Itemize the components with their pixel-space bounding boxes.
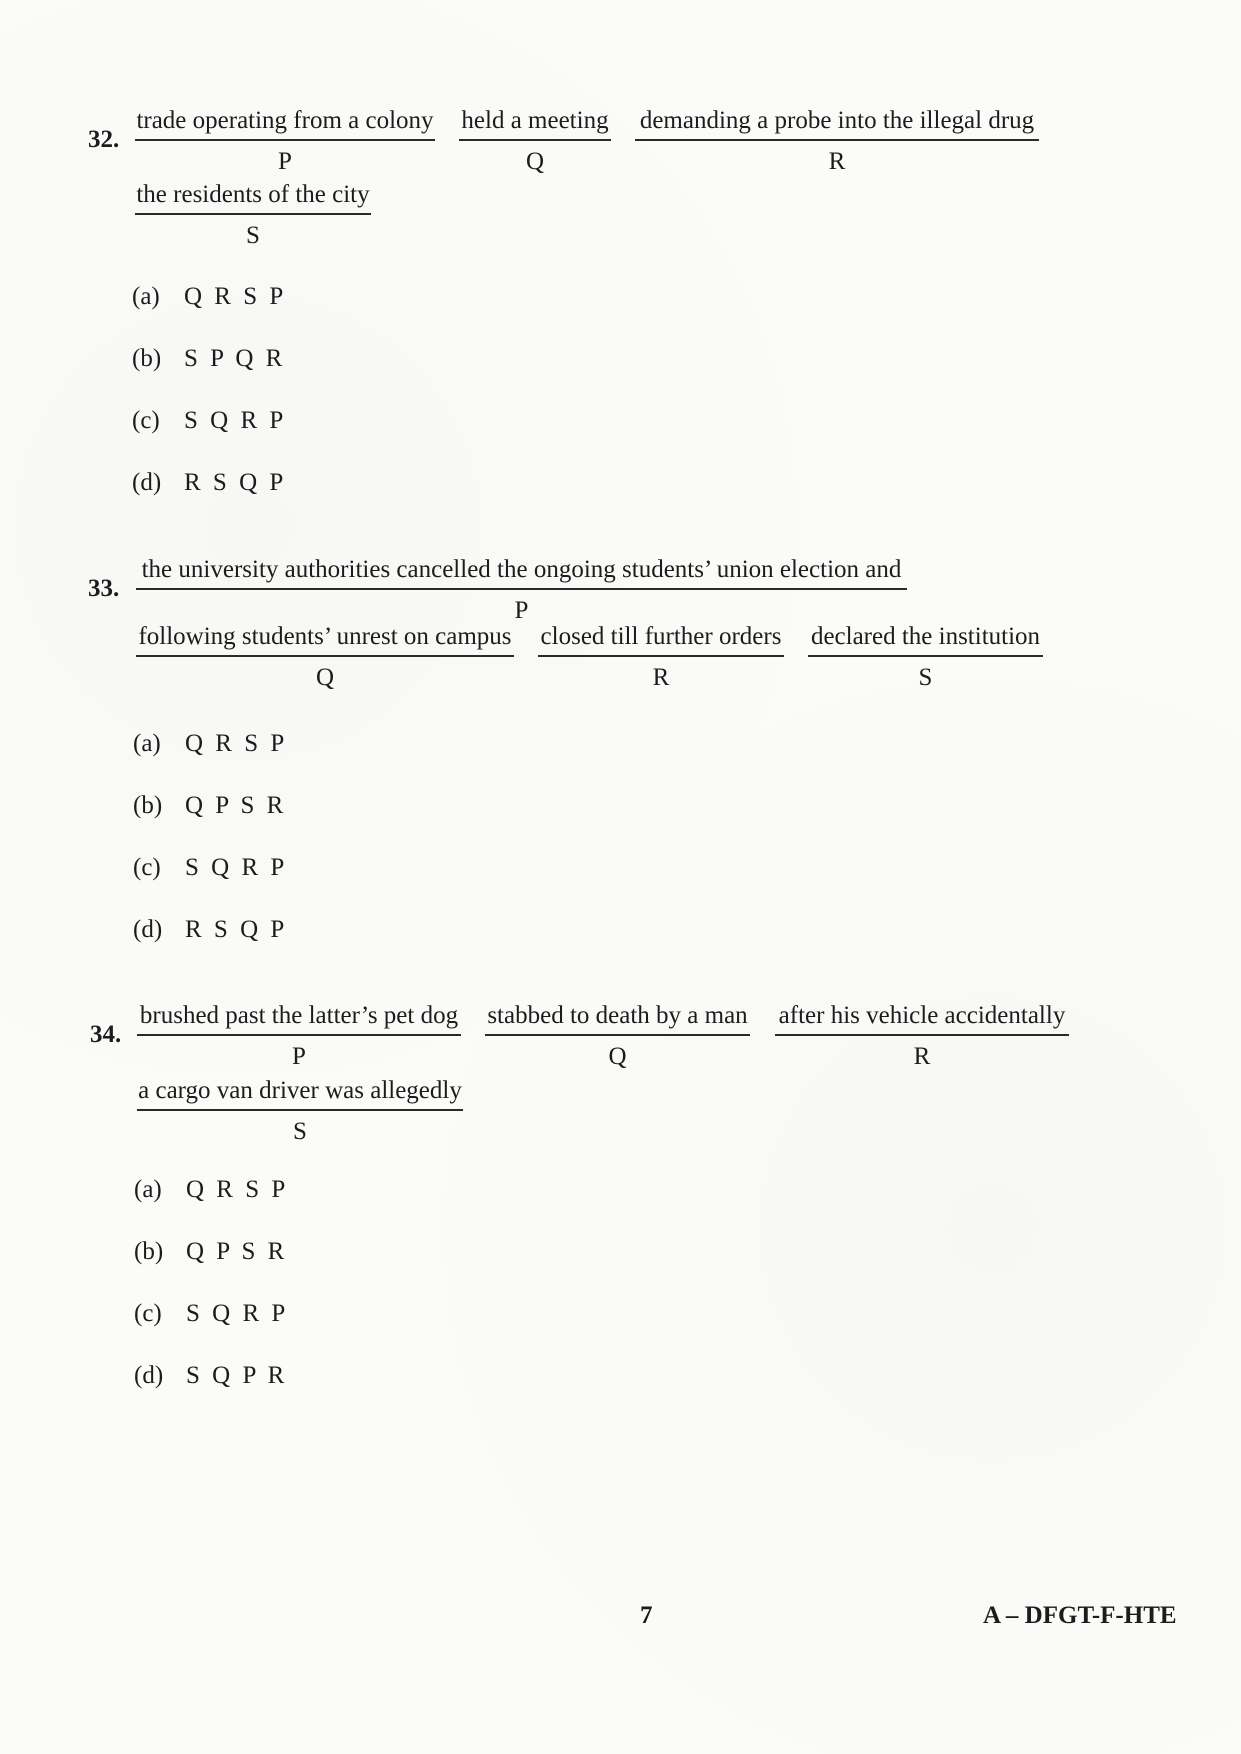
segment-r xyxy=(635,106,1039,177)
option-value: S Q R P xyxy=(185,854,287,881)
segment-letter: Q xyxy=(525,148,545,175)
segment-p xyxy=(136,555,907,626)
option-d[interactable] xyxy=(134,1361,286,1391)
option-value: Q P S R xyxy=(186,1238,287,1265)
segment-p xyxy=(135,106,435,177)
option-value: Q R S P xyxy=(185,730,287,757)
option-label: (c) xyxy=(134,1300,162,1327)
segment-text: a cargo van driver was allegedly xyxy=(137,1076,463,1111)
option-label: (a) xyxy=(133,730,161,757)
option-b[interactable] xyxy=(134,1237,286,1267)
option-c[interactable] xyxy=(133,853,286,883)
segment-letter: P xyxy=(292,1043,306,1070)
option-value: R S Q P xyxy=(184,469,286,496)
segment-letter: S xyxy=(293,1118,307,1145)
segment-letter: S xyxy=(246,222,260,249)
option-label: (a) xyxy=(134,1176,162,1203)
option-label: (a) xyxy=(132,283,160,310)
segment-text: the residents of the city xyxy=(135,180,371,215)
option-b[interactable] xyxy=(133,791,285,821)
option-value: Q R S P xyxy=(186,1176,288,1203)
question-number: 33. xyxy=(88,575,120,602)
segment-s xyxy=(137,1076,463,1147)
question-number: 34. xyxy=(90,1021,122,1048)
option-label: (b) xyxy=(133,792,163,819)
option-value: S Q R P xyxy=(184,407,286,434)
segment-q xyxy=(136,622,514,693)
segment-letter: P xyxy=(278,148,292,175)
segment-text: closed till further orders xyxy=(538,622,784,657)
segment-letter: R xyxy=(652,664,670,691)
segment-q xyxy=(459,106,611,177)
option-value: R S Q P xyxy=(185,916,287,943)
segment-text: brushed past the latter’s pet dog xyxy=(137,1001,461,1036)
question-number: 32. xyxy=(88,126,120,153)
option-value: Q R S P xyxy=(184,283,286,310)
option-label: (d) xyxy=(133,916,163,943)
option-label: (c) xyxy=(132,407,160,434)
option-a[interactable] xyxy=(133,729,286,759)
option-label: (b) xyxy=(134,1238,164,1265)
option-value: S Q P R xyxy=(186,1362,287,1389)
segment-letter: S xyxy=(918,664,933,691)
segment-r xyxy=(538,622,784,693)
option-a[interactable] xyxy=(134,1175,287,1205)
booklet-code: A – DFGT-F-HTE xyxy=(983,1602,1177,1629)
segment-letter: R xyxy=(913,1043,931,1070)
segment-text: held a meeting xyxy=(459,106,611,141)
segment-r xyxy=(775,1001,1069,1072)
segment-letter: P xyxy=(514,597,529,624)
segment-text: following students’ unrest on campus xyxy=(136,622,514,657)
option-b[interactable] xyxy=(132,344,284,374)
segment-p xyxy=(137,1001,461,1072)
segment-text: trade operating from a colony xyxy=(135,106,435,141)
option-c[interactable] xyxy=(132,406,285,436)
option-label: (b) xyxy=(132,345,162,372)
segment-s xyxy=(135,180,371,251)
option-c[interactable] xyxy=(134,1299,287,1329)
segment-text: the university authorities cancelled the ongoing students’ union election and xyxy=(136,555,907,590)
segment-text: stabbed to death by a man xyxy=(485,1001,750,1036)
page-number: 7 xyxy=(640,1602,653,1629)
segment-letter: Q xyxy=(315,664,335,691)
segment-letter: R xyxy=(828,148,846,175)
segment-text: demanding a probe into the illegal drug xyxy=(635,106,1039,141)
option-label: (c) xyxy=(133,854,161,881)
option-a[interactable] xyxy=(132,282,285,312)
segment-s xyxy=(808,622,1043,693)
option-value: S Q R P xyxy=(186,1300,288,1327)
option-value: S P Q R xyxy=(184,345,285,372)
option-label: (d) xyxy=(132,469,162,496)
option-label: (d) xyxy=(134,1362,164,1389)
option-d[interactable] xyxy=(133,915,286,945)
segment-letter: Q xyxy=(608,1043,627,1070)
option-value: Q P S R xyxy=(185,792,286,819)
segment-text: declared the institution xyxy=(808,622,1043,657)
option-d[interactable] xyxy=(132,468,285,498)
segment-text: after his vehicle accidentally xyxy=(775,1001,1069,1036)
segment-q xyxy=(485,1001,750,1072)
